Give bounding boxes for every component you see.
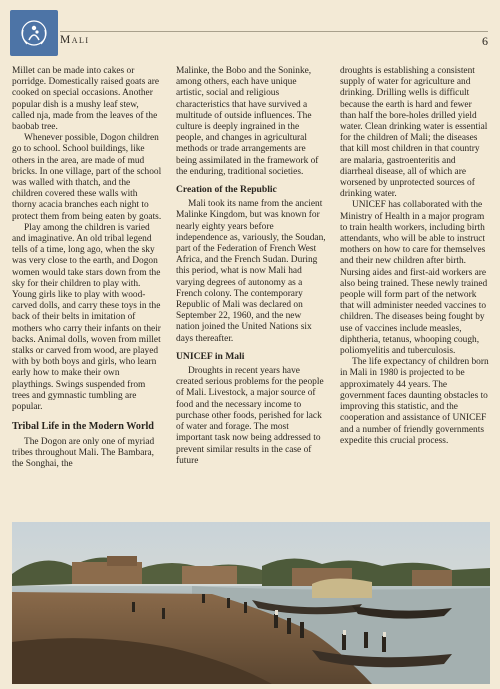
column-2 — [176, 66, 326, 516]
section-heading: UNICEF in Mali — [176, 350, 245, 362]
page-number: 6 — [482, 34, 488, 48]
text-columns — [12, 66, 490, 516]
paragraph: UNICEF has collaborated with the Ministry of Health in a major program to train health workers, including birth attendants, who will be able to instruct mothers on how to care for themselves and their new children after birth. Nursing aides and first-aid workers are also being trained. These newly trained people will form part of the network that will administer needed vaccines to children. The diseases being fought by use of vaccines include measles, diphtheria, tetanus, whooping cough, poliomyelitis and tuberculosis. — [340, 200, 488, 357]
paragraph: The Dogon are only one of myriad tribes throughout Mali. The Bambara, the Songhai, the — [12, 436, 155, 469]
paragraph: droughts is establishing a consistent supply of water for agriculture and drinking. Drilling wells is difficult because the earth is hard and fewer than half the bore-holes drilled yield water. Clean drinking water is essential for the children of Mali; the diseases that kill most children in that country are malaria, gastroenteritis and diarrheal disease, all of which are worsened by unprotected sources of drinking water. — [340, 66, 488, 200]
paragraph: Malinke, the Bobo and the Soninke, among others, each have unique artistic, social and religious characteristics that have survived a multitude of outside influences. The culture is deeply ingrained in the people, and changes in agricultural methods or trade arrangements are being assimilated in the framework of the enduring, traditional societies. — [176, 66, 319, 177]
paragraph: Mali took its name from the ancient Malinke Kingdom, but was known for nearly eighty years before independence as, variously, the Soudan, part of the Federation of French West Africa, and the French Sudan. During this period, what is now Mali had varying degrees of autonomy as a French colony. The contemporary Republic of Mali was declared on September 22, 1960, and the new nation joined the United Nations six days thereafter. — [176, 199, 326, 344]
page-header — [0, 0, 500, 58]
paragraph: Millet can be made into cakes or porridge. Domestically raised goats are cooked on special occasions. Another popular dish is a mushy leaf stew, called nja, made from the leaves of the baobab tree. — [12, 66, 160, 133]
unicef-emblem-icon — [17, 16, 51, 50]
section-heading: Creation of the Republic — [176, 184, 277, 196]
section-heading: Tribal Life in the Modern World — [12, 421, 154, 433]
paragraph: Whenever possible, Dogon children go to school. School buildings, like others in the area, are made of mud bricks. In one village, part of the school was walled with thatch, and the children covered these walls with thorny acacia branches each night to protect them from being eaten by goats. — [12, 133, 162, 222]
running-title: Mali — [60, 34, 90, 46]
paragraph: Droughts in recent years have created serious problems for the people of Mali. Livestock, a major source of food and the necessary income to purchase other foods, perished for lack of water and forage. The most important task now being addressed to prevent similar results in the case of future — [176, 366, 324, 466]
paragraph: The life expectancy of children born in Mali in 1980 is projected to be approximately 44 years. The government faces daunting obstacles to improving this statistic, and the cooperation and assistance of UNICEF and a number of friendly governments expedite this crucial process. — [340, 357, 489, 446]
river-village-photo — [12, 522, 490, 684]
header-rule — [60, 31, 488, 32]
unicef-logo — [10, 10, 58, 56]
column-3 — [340, 66, 490, 516]
column-1 — [12, 66, 162, 516]
paragraph: Play among the children is varied and imaginative. An old tribal legend tells of a time, long ago, when the sky was very close to the earth, and Dogon women would take stars down from the sky for their children to play with. Young girls like to play with wood-carved dolls, and carry these toys in the back of their belts in imitation of mothers who carry their infants on their backs. Animal dolls, woven from millet stalks or carved from wood, are played with by both boys and girls, who learn early how to make their own playthings. Swings suspended from trees and gymnastic tumbling are popular. — [12, 222, 161, 413]
